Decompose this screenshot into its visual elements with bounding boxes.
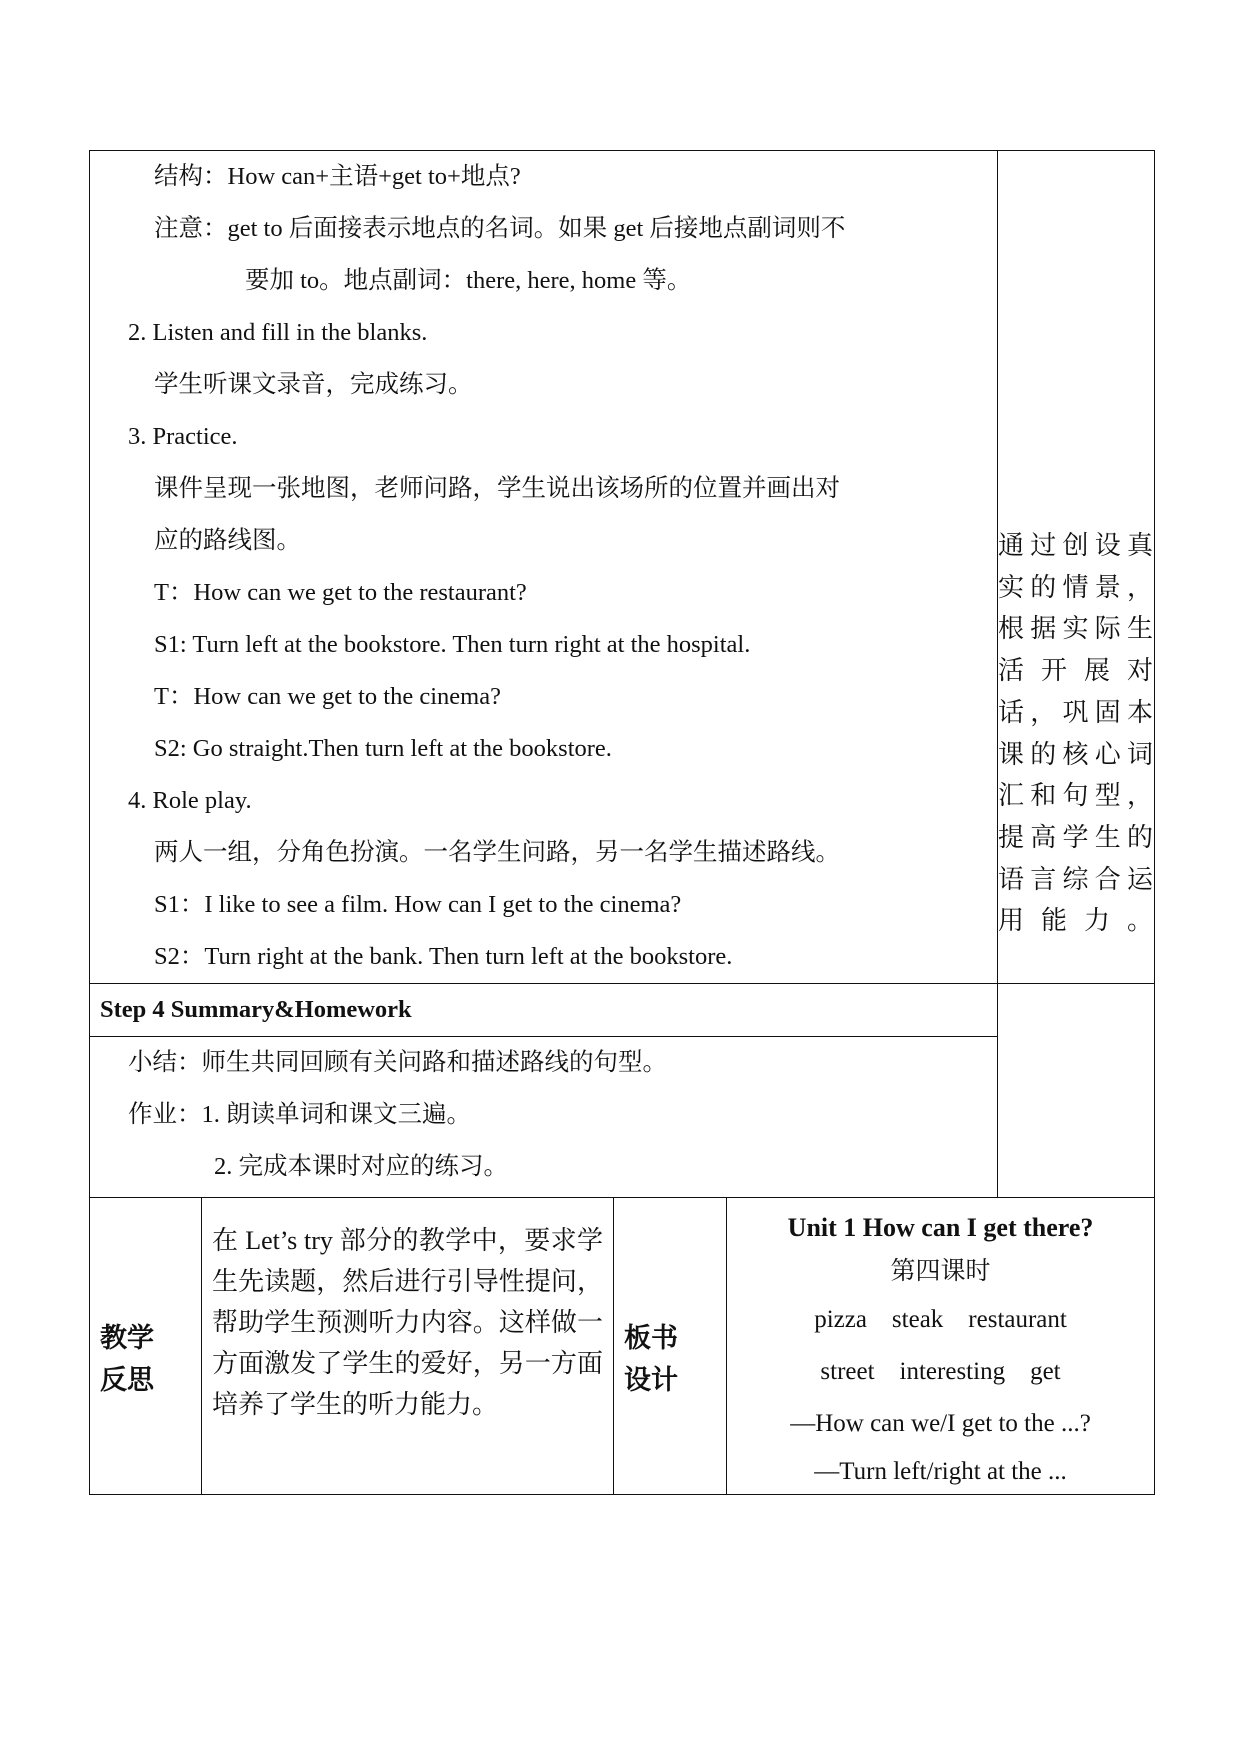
reflection-label bbox=[90, 1198, 201, 1402]
reflection-board-row bbox=[90, 1198, 1155, 1495]
step4-body-cell bbox=[90, 1037, 998, 1198]
item3-text-2: 应的路线图。 bbox=[154, 527, 301, 554]
item2-title: 2. Listen and fill in the blanks. bbox=[128, 319, 428, 346]
reflection-text: 在 Let’s try 部分的教学中，要求学生先读题，然后进行引导性提问，帮助学生预测听力内容。这样做一方面激发了学生的爱好，另一方面培养了学生的听力能力。 bbox=[212, 1226, 603, 1419]
step4-title-cell bbox=[90, 984, 998, 1037]
dialogue-line: T：How can we get to the restaurant? bbox=[154, 579, 527, 606]
dialogue-line: S1: Turn left at the bookstore. Then turn right at the hospital. bbox=[154, 631, 751, 658]
board-label bbox=[614, 1198, 726, 1402]
reflection-label-cell bbox=[90, 1198, 202, 1495]
step4-title-row bbox=[90, 984, 1155, 1037]
item3-text-1: 课件呈现一张地图，老师问路，学生说出该场所的位置并画出对 bbox=[154, 475, 840, 502]
board-design-cell bbox=[727, 1198, 1155, 1495]
dialogue-line: S2：Turn right at the bank. Then turn left at the bookstore. bbox=[154, 943, 733, 970]
practice-cell bbox=[90, 151, 998, 984]
dialogue-line: T：How can we get to the cinema? bbox=[154, 683, 501, 710]
item2-text: 学生听课文录音，完成练习。 bbox=[154, 371, 473, 398]
board-lesson: 第四课时 bbox=[890, 1258, 991, 1285]
board-label-line: 板书 bbox=[624, 1323, 678, 1354]
step4-title: Step 4 Summary&Homework bbox=[100, 996, 412, 1023]
note-line-2: 要加 to。地点副词：there, here, home 等。 bbox=[245, 267, 692, 294]
reflection-text-cell bbox=[202, 1198, 614, 1495]
practice-row bbox=[90, 151, 1155, 984]
design-intent-cell bbox=[998, 151, 1155, 984]
board-words-1: pizza steak restaurant bbox=[814, 1306, 1067, 1333]
homework-line-2: 2. 完成本课时对应的练习。 bbox=[214, 1153, 508, 1180]
reflection-label-line: 教学 bbox=[100, 1323, 154, 1354]
structure-line: 结构：How can+主语+get to+地点? bbox=[154, 163, 521, 190]
reflection-label-line: 反思 bbox=[100, 1365, 154, 1396]
homework-line-1: 作业：1. 朗读单词和课文三遍。 bbox=[128, 1101, 471, 1128]
item4-text: 两人一组，分角色扮演。一名学生问路，另一名学生描述路线。 bbox=[154, 839, 840, 866]
dialogue-line: S1：I like to see a film. How can I get to the cinema? bbox=[154, 891, 682, 918]
board-title: Unit 1 How can I get there? bbox=[787, 1213, 1094, 1242]
board-label-cell bbox=[614, 1198, 727, 1495]
note-line-1: 注意：get to 后面接表示地点的名词。如果 get 后接地点副词则不 bbox=[154, 215, 846, 242]
lesson-plan-table bbox=[89, 150, 1155, 1495]
board-sentence-1: —How can we/I get to the ...? bbox=[790, 1410, 1091, 1437]
item4-title: 4. Role play. bbox=[128, 787, 252, 814]
board-sentence-2: —Turn left/right at the ... bbox=[814, 1458, 1067, 1485]
dialogue-line: S2: Go straight.Then turn left at the bookstore. bbox=[154, 735, 612, 762]
design-intent-text: 通过创设真实的情景，根据实际生活开展对话，巩固本课的核心词汇和句型，提高学生的语言综合运用能力。 bbox=[998, 531, 1155, 937]
board-words-2: street interesting get bbox=[820, 1358, 1061, 1385]
board-label-line: 设计 bbox=[624, 1365, 678, 1396]
item3-title: 3. Practice. bbox=[128, 423, 238, 450]
summary-line: 小结：师生共同回顾有关问路和描述路线的句型。 bbox=[128, 1049, 667, 1076]
step4-body-row bbox=[90, 1037, 1155, 1198]
step4-side-cell bbox=[998, 984, 1155, 1198]
